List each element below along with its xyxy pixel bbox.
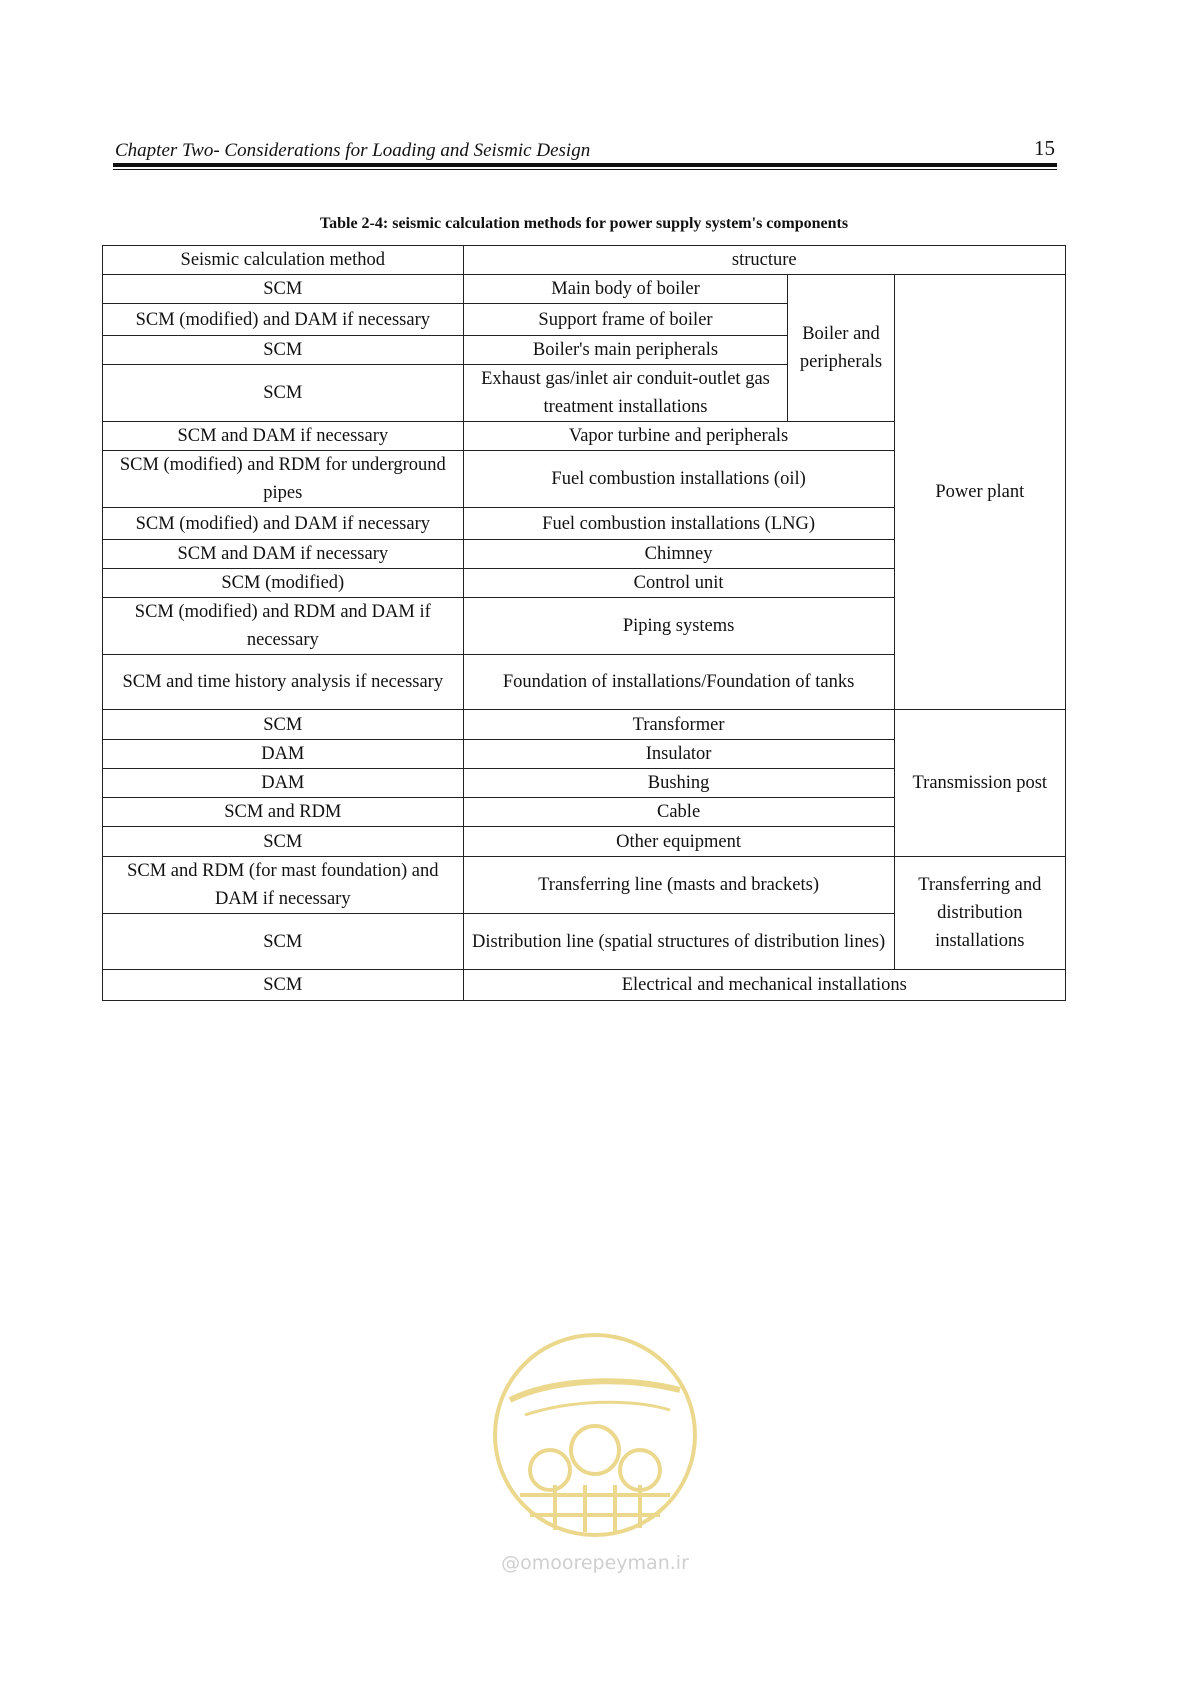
structure-cell: Chimney [463,540,894,569]
header-cell-method: Seismic calculation method [103,246,464,275]
table-row [103,710,1066,740]
structure-cell: Fuel combustion installations (LNG) [463,508,894,540]
method-cell: SCM and DAM if necessary [103,540,464,569]
structure-cell: Piping systems [463,598,894,655]
page-header [113,136,1057,176]
table-header-row [103,246,1066,275]
header-rule-thin [113,169,1057,170]
page-number: 15 [1034,136,1055,160]
seismic-methods-table [102,245,1066,1001]
structure-cell: Support frame of boiler [463,304,788,336]
method-cell: SCM and RDM [103,798,464,827]
group-cell-power-plant: Power plant [894,275,1065,710]
structure-cell: Insulator [463,740,894,769]
method-cell: SCM [103,275,464,304]
structure-cell: Boiler's main peripherals [463,336,788,365]
structure-cell: Foundation of installations/Foundation of tanks [463,655,894,710]
structure-cell: Transferring line (masts and brackets) [463,857,894,914]
structure-cell: Vapor turbine and peripherals [463,422,894,451]
group-cell-transferring: Transferring and distribution installations [894,857,1065,970]
structure-cell: Distribution line (spatial structures of distribution lines) [463,914,894,970]
method-cell: SCM (modified) and RDM and DAM if necessary [103,598,464,655]
structure-cell: Other equipment [463,827,894,857]
structure-cell: Bushing [463,769,894,798]
method-cell: SCM [103,827,464,857]
method-cell: SCM (modified) and RDM for underground pipes [103,451,464,508]
method-cell: SCM [103,914,464,970]
watermark-logo [480,1320,710,1550]
method-cell: SCM (modified) and DAM if necessary [103,508,464,540]
structure-cell: Electrical and mechanical installations [463,970,1065,1001]
table-caption: Table 2-4: seismic calculation methods for power supply system's components [319,215,849,232]
watermark [480,1320,710,1590]
table-row [103,970,1066,1001]
structure-cell: Main body of boiler [463,275,788,304]
method-cell: SCM [103,365,464,422]
running-title: Chapter Two- Considerations for Loading and Seismic Design [115,140,591,161]
header-cell-structure: structure [463,246,1065,275]
table-row [103,857,1066,914]
method-cell: DAM [103,769,464,798]
structure-cell: Cable [463,798,894,827]
group-cell-boiler: Boiler and peripherals [788,275,894,422]
structure-cell: Control unit [463,569,894,598]
method-cell: SCM [103,970,464,1001]
method-cell: SCM (modified) and DAM if necessary [103,304,464,336]
method-cell: SCM (modified) [103,569,464,598]
watermark-url: @omoorepeyman.ir [501,1552,689,1574]
method-cell: DAM [103,740,464,769]
method-cell: SCM and DAM if necessary [103,422,464,451]
method-cell: SCM and time history analysis if necessary [103,655,464,710]
group-cell-transmission: Transmission post [894,710,1065,857]
method-cell: SCM [103,710,464,740]
table-row [103,275,1066,304]
structure-cell: Fuel combustion installations (oil) [463,451,894,508]
structure-cell: Transformer [463,710,894,740]
structure-cell: Exhaust gas/inlet air conduit-outlet gas treatment installations [463,365,788,422]
method-cell: SCM and RDM (for mast foundation) and DAM if necessary [103,857,464,914]
method-cell: SCM [103,336,464,365]
header-rule-thick [113,163,1057,167]
